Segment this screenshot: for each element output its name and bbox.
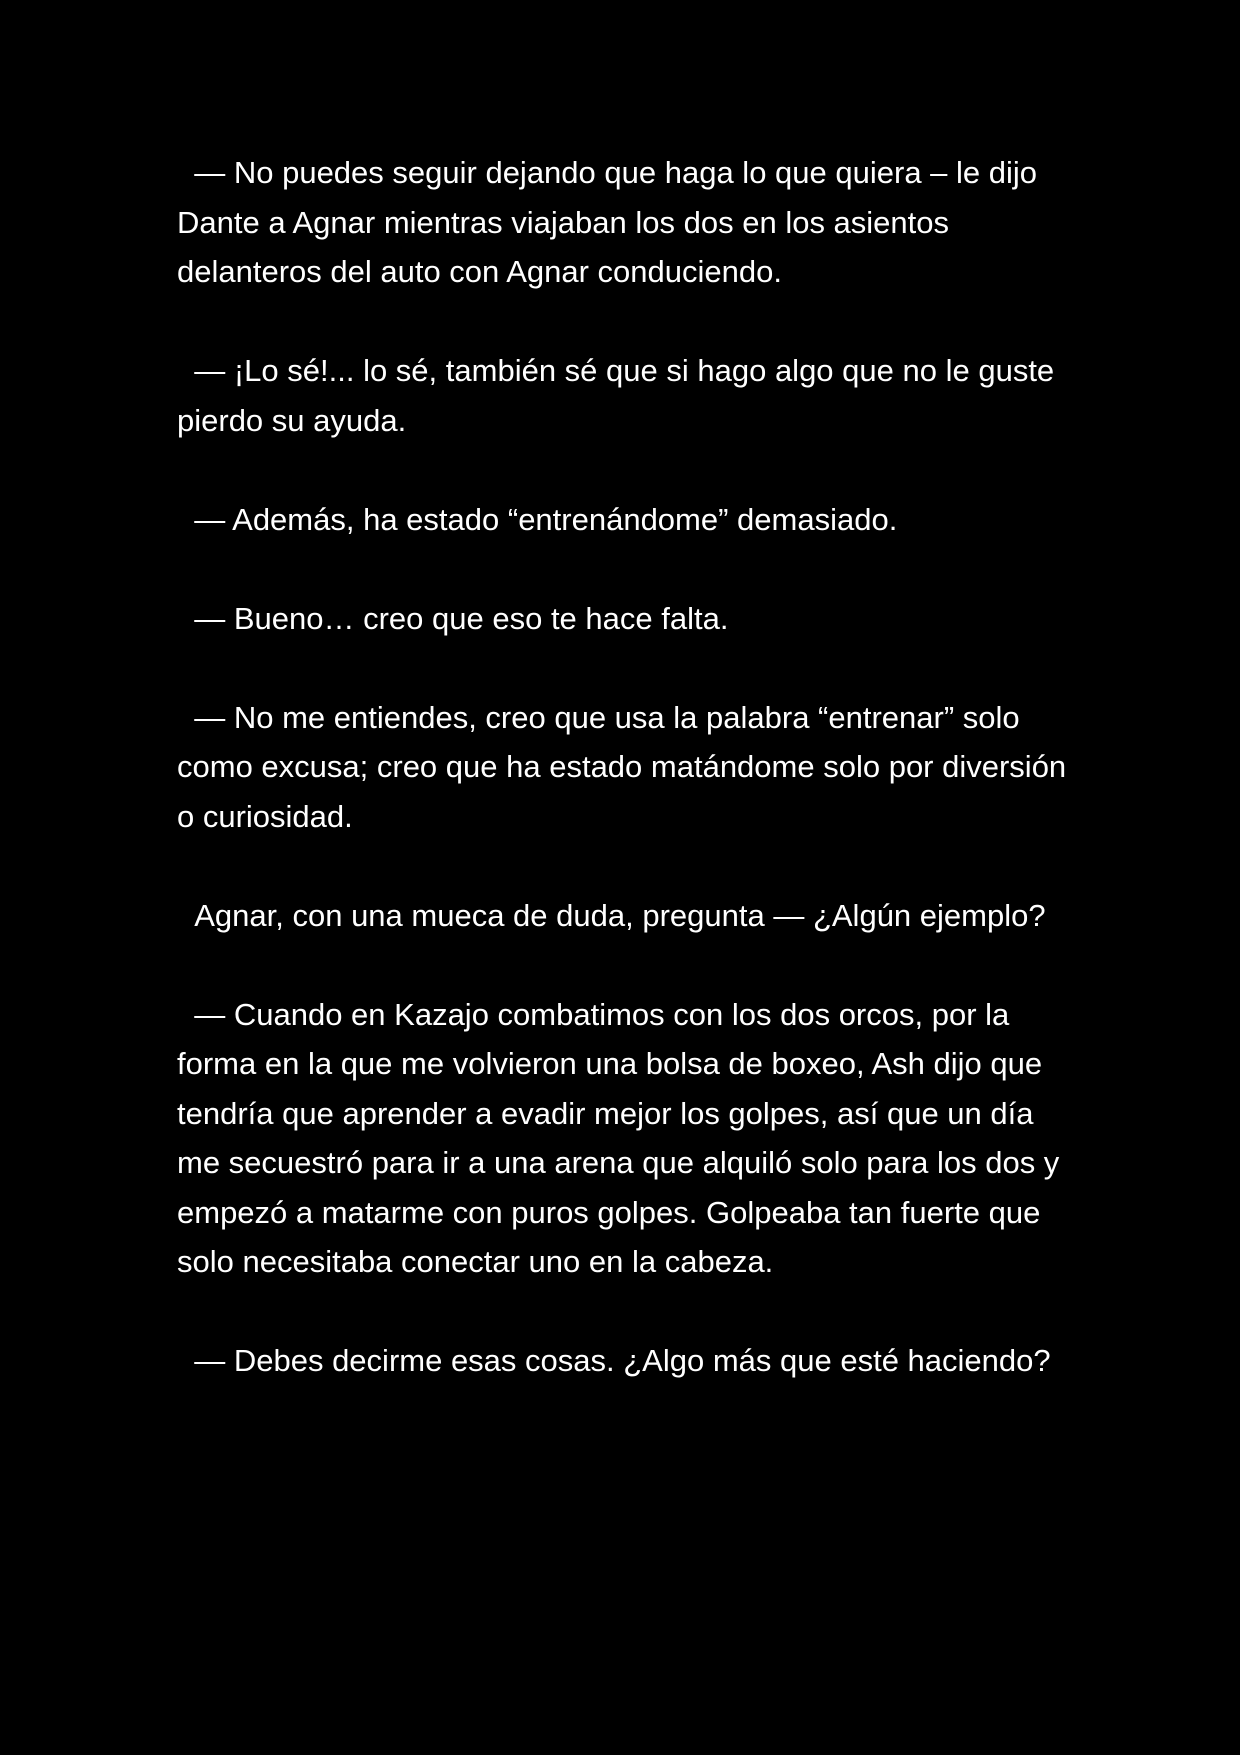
paragraph-narration-6: Agnar, con una mueca de duda, pregunta — ¿Algún ejemplo?	[177, 897, 1046, 933]
paragraph-dialogue-2: — ¡Lo sé!... lo sé, también sé que si hago algo que no le guste pierdo su ayuda.	[177, 353, 1063, 438]
paragraph-dialogue-5: — No me entiendes, creo que usa la palabra “entrenar” solo como excusa; creo que ha estado matándome solo por diversión o curiosidad.	[177, 699, 1075, 834]
paragraph-dialogue-1: — No puedes seguir dejando que haga lo que quiera – le dijo Dante a Agnar mientras viajaban los dos en los asientos delanteros del auto con Agnar conduciendo.	[177, 155, 1046, 289]
paragraph-dialogue-7: — Cuando en Kazajo combatimos con los dos orcos, por la forma en la que me volvieron una bolsa de boxeo, Ash dijo que tendría que aprender a evadir mejor los golpes, así que un día me secuestró para ir a una arena que alquiló solo para los dos y empezó a matarme con puros golpes. Golpeaba tan fuerte que solo necesitaba conectar uno en la cabeza.	[177, 996, 1068, 1279]
paragraph-dialogue-8: — Debes decirme esas cosas. ¿Algo más que esté haciendo?	[177, 1343, 1051, 1378]
paragraph-dialogue-4: — Bueno… creo que eso te hace falta.	[177, 600, 729, 636]
paragraph-dialogue-3: — Además, ha estado “entrenándome” demasiado.	[177, 501, 898, 537]
document-body	[177, 148, 1077, 1386]
